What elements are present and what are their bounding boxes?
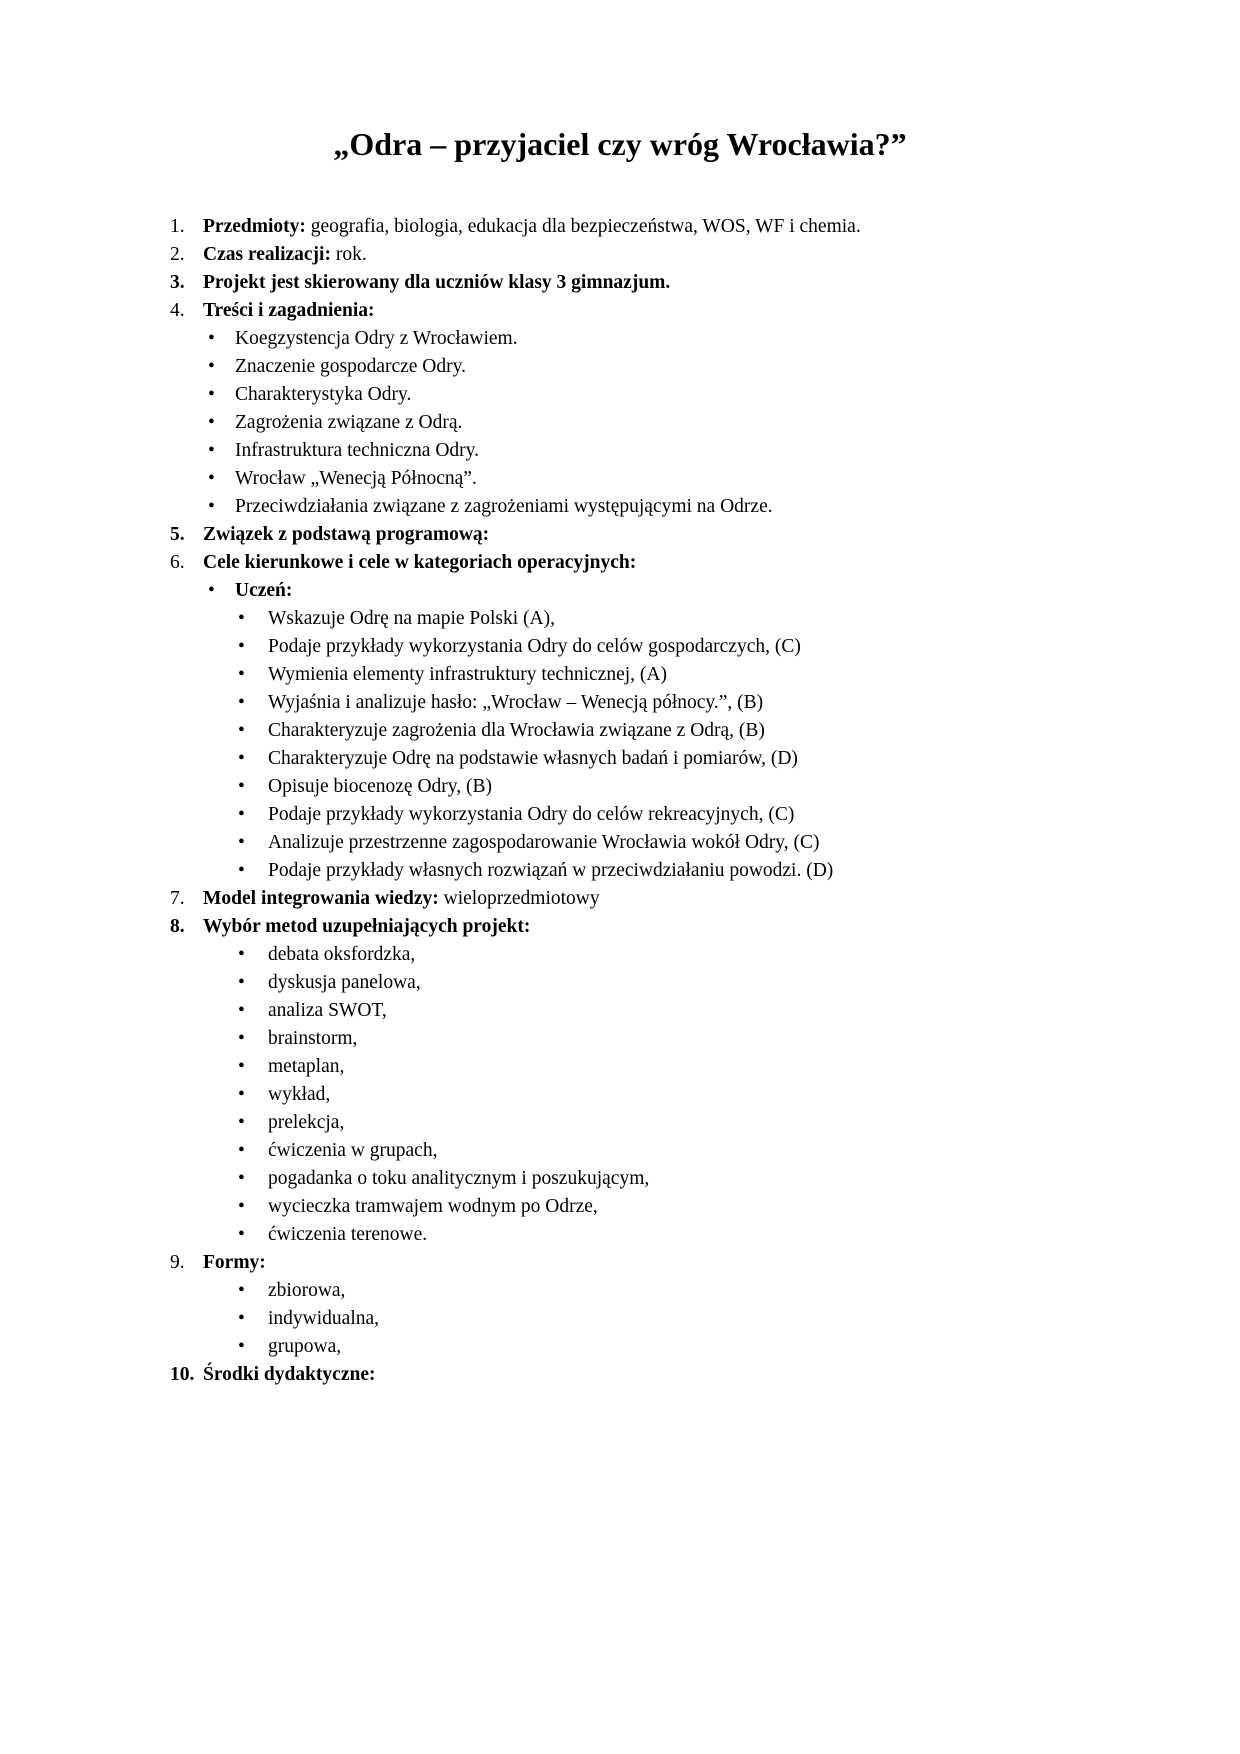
bullet-icon: • bbox=[238, 832, 245, 853]
item-number: 3. bbox=[170, 272, 185, 293]
item-label: Model integrowania wiedzy: bbox=[203, 888, 439, 909]
list-item bbox=[170, 297, 1070, 325]
item-label: Wybór metod uzupełniających projekt: bbox=[203, 916, 531, 937]
bullet-item bbox=[170, 801, 1070, 829]
bullet-text: Zagrożenia związane z Odrą. bbox=[235, 412, 463, 433]
bullet-text: dyskusja panelowa, bbox=[268, 972, 421, 993]
bullet-text: Wyjaśnia i analizuje hasło: „Wrocław – Wenecją północy.”, (B) bbox=[268, 692, 764, 713]
bullet-item bbox=[170, 409, 1070, 437]
bullet-item bbox=[170, 1193, 1070, 1221]
bullet-item bbox=[170, 969, 1070, 997]
item-number: 7. bbox=[170, 888, 185, 909]
bullet-text: Charakteryzuje Odrę na podstawie własnych badań i pomiarów, (D) bbox=[268, 748, 798, 769]
bullet-icon: • bbox=[208, 384, 215, 405]
item-text bbox=[203, 269, 1070, 297]
item-label: Treści i zagadnienia: bbox=[203, 300, 375, 321]
bullet-text: Charakteryzuje zagrożenia dla Wrocławia związane z Odrą, (B) bbox=[268, 720, 765, 741]
bullet-item bbox=[170, 1137, 1070, 1165]
bullet-icon: • bbox=[238, 692, 245, 713]
bullet-icon: • bbox=[208, 412, 215, 433]
bullet-icon: • bbox=[208, 468, 215, 489]
bullet-text: wykład, bbox=[268, 1084, 331, 1105]
bullet-item bbox=[170, 1025, 1070, 1053]
item-label: Formy: bbox=[203, 1252, 266, 1273]
item-text: Model integrowania wiedzy: wieloprzedmiotowy bbox=[203, 888, 600, 909]
document-list bbox=[170, 213, 1070, 1389]
bullet-text: indywidualna, bbox=[268, 1308, 380, 1329]
bullet-text: Charakterystyka Odry. bbox=[235, 384, 412, 405]
bullet-icon: • bbox=[238, 804, 245, 825]
item-number: 8. bbox=[170, 916, 185, 937]
bullet-text: Opisuje biocenozę Odry, (B) bbox=[268, 776, 493, 797]
item-label: Czas realizacji: bbox=[203, 244, 331, 265]
bullet-text: wycieczka tramwajem wodnym po Odrze, bbox=[268, 1196, 598, 1217]
bullet-icon: • bbox=[238, 1084, 245, 1105]
bullet-text: grupowa, bbox=[268, 1336, 342, 1357]
bullet-item bbox=[170, 1305, 1070, 1333]
bullet-item bbox=[170, 941, 1070, 969]
bullet-text: prelekcja, bbox=[268, 1112, 345, 1133]
bullet-item bbox=[170, 773, 1070, 801]
item-number: 4. bbox=[170, 300, 185, 321]
bullet-item bbox=[170, 1333, 1070, 1361]
bullet-icon: • bbox=[238, 748, 245, 769]
bullet-icon: • bbox=[238, 664, 245, 685]
bullet-text: Uczeń: bbox=[235, 580, 293, 601]
item-text bbox=[203, 549, 1070, 577]
item-text bbox=[203, 297, 1070, 325]
bullet-text: Infrastruktura techniczna Odry. bbox=[235, 440, 479, 461]
bullet-icon: • bbox=[238, 1336, 245, 1357]
bullet-item bbox=[170, 1277, 1070, 1305]
bullet-item bbox=[170, 1053, 1070, 1081]
bullet-icon: • bbox=[208, 440, 215, 461]
bullet-item bbox=[170, 1165, 1070, 1193]
bullet-text: ćwiczenia terenowe. bbox=[268, 1224, 428, 1245]
bullet-icon: • bbox=[208, 356, 215, 377]
bullet-icon: • bbox=[238, 1308, 245, 1329]
item-text bbox=[203, 913, 1070, 941]
bullet-text: Analizuje przestrzenne zagospodarowanie Wrocławia wokół Odry, (C) bbox=[268, 832, 820, 853]
bullet-icon: • bbox=[238, 1000, 245, 1021]
list-item bbox=[170, 549, 1070, 577]
bullet-text: Podaje przykłady własnych rozwiązań w przeciwdziałaniu powodzi. (D) bbox=[268, 860, 834, 881]
bullet-item bbox=[170, 829, 1070, 857]
item-text bbox=[203, 1249, 1070, 1277]
bullet-item bbox=[170, 745, 1070, 773]
bullet-item bbox=[170, 577, 1070, 605]
bullet-item bbox=[170, 1109, 1070, 1137]
bullet-icon: • bbox=[238, 1056, 245, 1077]
bullet-item bbox=[170, 353, 1070, 381]
item-number: 6. bbox=[170, 552, 185, 573]
bullet-icon: • bbox=[238, 972, 245, 993]
bullet-icon: • bbox=[208, 496, 215, 517]
bullet-text: Podaje przykłady wykorzystania Odry do celów gospodarczych, (C) bbox=[268, 636, 801, 657]
bullet-icon: • bbox=[208, 328, 215, 349]
list-item bbox=[170, 521, 1070, 549]
bullet-item bbox=[170, 437, 1070, 465]
bullet-item bbox=[170, 605, 1070, 633]
bullet-icon: • bbox=[208, 580, 215, 601]
bullet-icon: • bbox=[238, 860, 245, 881]
bullet-icon: • bbox=[238, 944, 245, 965]
bullet-item bbox=[170, 997, 1070, 1025]
bullet-icon: • bbox=[238, 1196, 245, 1217]
bullet-icon: • bbox=[238, 1280, 245, 1301]
bullet-icon: • bbox=[238, 720, 245, 741]
bullet-icon: • bbox=[238, 1224, 245, 1245]
item-text bbox=[203, 521, 1070, 549]
bullet-icon: • bbox=[238, 1112, 245, 1133]
bullet-icon: • bbox=[238, 776, 245, 797]
item-label: Związek z podstawą programową: bbox=[203, 524, 490, 545]
list-item bbox=[170, 913, 1070, 941]
item-label: Przedmioty: bbox=[203, 216, 306, 237]
bullet-text: Znaczenie gospodarcze Odry. bbox=[235, 356, 466, 377]
bullet-icon: • bbox=[238, 1168, 245, 1189]
bullet-text: Podaje przykłady wykorzystania Odry do celów rekreacyjnych, (C) bbox=[268, 804, 795, 825]
bullet-text: brainstorm, bbox=[268, 1028, 358, 1049]
list-item bbox=[170, 885, 1070, 913]
item-number: 9. bbox=[170, 1252, 185, 1273]
item-text: Czas realizacji: rok. bbox=[203, 244, 367, 265]
bullet-item bbox=[170, 465, 1070, 493]
bullet-text: Wymienia elementy infrastruktury technicznej, (A) bbox=[268, 664, 667, 685]
bullet-item bbox=[170, 1081, 1070, 1109]
list-item bbox=[170, 1249, 1070, 1277]
bullet-icon: • bbox=[238, 1140, 245, 1161]
item-label: Cele kierunkowe i cele w kategoriach operacyjnych: bbox=[203, 552, 637, 573]
item-text: Przedmioty: geografia, biologia, edukacja dla bezpieczeństwa, WOS, WF i chemia. bbox=[203, 216, 861, 237]
bullet-text: ćwiczenia w grupach, bbox=[268, 1140, 438, 1161]
list-item bbox=[170, 269, 1070, 297]
bullet-item bbox=[170, 661, 1070, 689]
bullet-item bbox=[170, 381, 1070, 409]
bullet-item bbox=[170, 857, 1070, 885]
bullet-text: analiza SWOT, bbox=[268, 1000, 387, 1021]
bullet-text: Wrocław „Wenecją Północną”. bbox=[235, 468, 477, 489]
bullet-text: pogadanka o toku analitycznym i poszukującym, bbox=[268, 1168, 650, 1189]
list-item bbox=[170, 213, 1070, 241]
item-label: Środki dydaktyczne: bbox=[203, 1364, 376, 1385]
item-number: 5. bbox=[170, 524, 185, 545]
list-item bbox=[170, 1361, 1070, 1389]
bullet-text: metaplan, bbox=[268, 1056, 345, 1077]
bullet-item bbox=[170, 493, 1070, 521]
bullet-item bbox=[170, 1221, 1070, 1249]
bullet-icon: • bbox=[238, 1028, 245, 1049]
bullet-text: Koegzystencja Odry z Wrocławiem. bbox=[235, 328, 518, 349]
item-text bbox=[203, 1361, 1070, 1389]
item-label: Projekt jest skierowany dla uczniów klasy 3 gimnazjum. bbox=[203, 272, 671, 293]
document-title: „Odra – przyjaciel czy wróg Wrocławia?” bbox=[333, 126, 907, 162]
bullet-item bbox=[170, 717, 1070, 745]
list-item bbox=[170, 241, 1070, 269]
bullet-text: Przeciwdziałania związane z zagrożeniami występującymi na Odrze. bbox=[235, 496, 773, 517]
item-number: 10. bbox=[170, 1364, 195, 1385]
bullet-item bbox=[170, 633, 1070, 661]
bullet-item bbox=[170, 689, 1070, 717]
bullet-text: zbiorowa, bbox=[268, 1280, 346, 1301]
bullet-text: debata oksfordzka, bbox=[268, 944, 416, 965]
item-number: 1. bbox=[170, 216, 185, 237]
item-number: 2. bbox=[170, 244, 185, 265]
bullet-icon: • bbox=[238, 636, 245, 657]
bullet-text: Wskazuje Odrę na mapie Polski (A), bbox=[268, 608, 555, 629]
bullet-icon: • bbox=[238, 608, 245, 629]
bullet-item bbox=[170, 325, 1070, 353]
